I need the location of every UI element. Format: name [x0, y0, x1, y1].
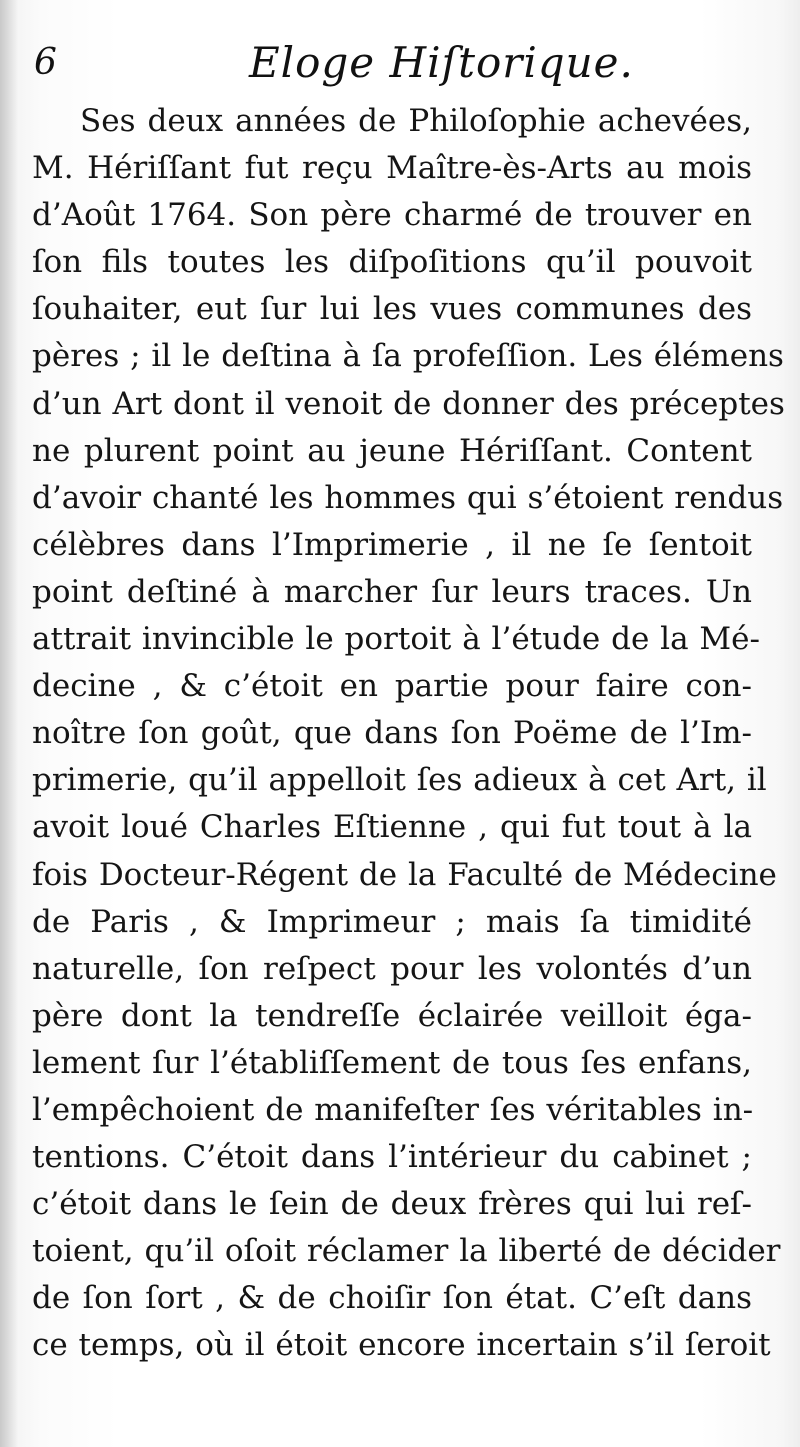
text-line: ſon fils toutes les diſpoſitions qu’il pouvoit	[32, 244, 752, 281]
text-line: de Paris , & Imprimeur ; mais ſa timidité	[32, 903, 752, 940]
text-line: ſouhaiter, eut ſur lui les vues communes des	[32, 291, 752, 328]
running-head: Eloge Hiſtorique.	[249, 38, 634, 87]
text-line: père dont la tendreſſe éclairée veilloit éga-	[32, 997, 752, 1034]
text-line: tentions. C’étoit dans l’intérieur du cabinet ;	[32, 1139, 752, 1176]
text-line: pères ; il le deſtina à ſa profeſſion. Les élémens	[32, 338, 784, 375]
text-line: fois Docteur-Régent de la Faculté de Médecine	[32, 856, 777, 893]
text-line: d’un Art dont il venoit de donner des préceptes	[32, 385, 785, 422]
text-line: naturelle, ſon reſpect pour les volontés d’un	[32, 950, 752, 987]
page-number: 6	[34, 42, 57, 83]
body-text	[32, 98, 785, 1370]
binding-shadow	[0, 0, 18, 1447]
page-header	[34, 38, 774, 98]
text-line: attrait invincible le portoit à l’étude de la Mé-	[32, 621, 760, 658]
text-line: de ſon ſort , & de choiſir ſon état. C’eſt dans	[32, 1280, 752, 1317]
text-line: toient, qu’il oſoit réclamer la liberté de décider	[32, 1233, 781, 1270]
text-line: c’étoit dans le ſein de deux frères qui lui reſ-	[32, 1186, 752, 1223]
text-line: ne plurent point au jeune Hériſſant. Content	[32, 432, 752, 469]
text-line: d’avoir chanté les hommes qui s’étoient rendus	[32, 479, 784, 516]
text-line: decine , & c’étoit en partie pour faire con-	[32, 668, 752, 705]
text-line: lement ſur l’établiſſement de tous ſes enfans,	[32, 1044, 752, 1081]
text-line: célèbres dans l’Imprimerie , il ne ſe ſentoit	[32, 526, 752, 563]
text-line: Ses deux années de Philoſophie achevées,	[80, 103, 752, 139]
text-line: d’Août 1764. Son père charmé de trouver en	[32, 197, 752, 234]
text-line: noître ſon goût, que dans ſon Poëme de l’Im-	[32, 715, 752, 752]
text-line: point deſtiné à marcher ſur leurs traces. Un	[32, 573, 752, 610]
text-line: primerie, qu’il appelloit ſes adieux à cet Art, il	[32, 762, 767, 799]
text-line: ce temps, où il étoit encore incertain s’il ſeroit	[32, 1327, 771, 1364]
text-line: avoit loué Charles Eſtienne , qui fut tout à la	[32, 809, 752, 846]
text-line: M. Hériſſant fut reçu Maître-ès-Arts au mois	[32, 150, 752, 187]
text-line: l’empêchoient de manifeſter ſes véritables in-	[32, 1091, 754, 1128]
